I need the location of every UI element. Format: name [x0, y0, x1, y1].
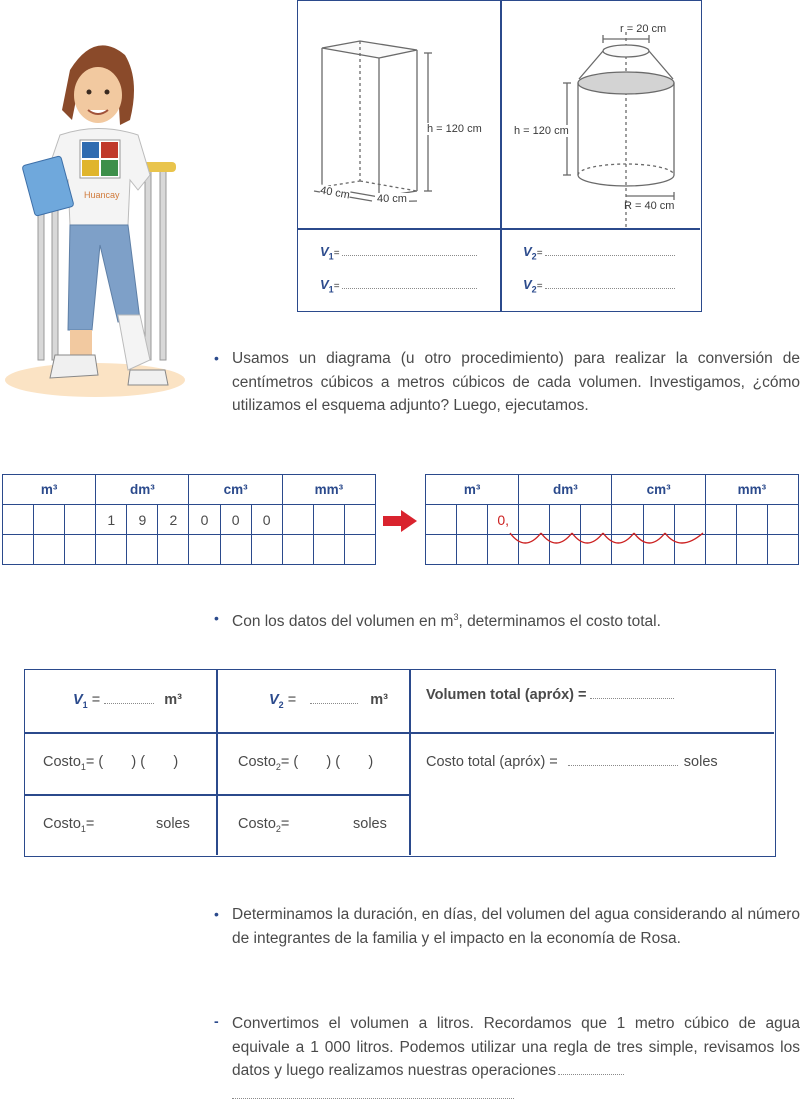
digit-cell: 2	[158, 505, 189, 535]
instruction-conversion: Usamos un diagrama (u otro procedimiento) para realizar la conversión de centímetros cúbicos a metros cúbicos de cada volumen. Investigamos, ¿cómo utilizamos el esquema adjunto? Luego, ejecutamos.	[232, 350, 800, 414]
header-dm3: dm³	[96, 475, 189, 505]
cost2-result-cell: Costo$_2$=	[238, 816, 290, 834]
cylinder-height-label: h = 120 cm	[514, 125, 569, 137]
conversion-table-left	[2, 474, 376, 565]
cost1-soles-label: soles	[156, 816, 190, 832]
instruction-liters: Convertimos el volumen a litros. Recordamos que 1 metro cúbico de agua equivale a 1 000 litros. Podemos utilizar una regla de tres simple, revisamos los datos y luego realizamos nuestras operaciones	[232, 1012, 800, 1106]
header-cm3: cm³	[189, 475, 282, 505]
prism-height-label: h = 120 cm	[427, 123, 482, 135]
instruction-duration: Determinamos la duración, en días, del volumen del agua considerando al número de integrantes de la familia y el impacto en la economía de Rosa.	[232, 906, 800, 947]
shirt-text: Huancay	[84, 190, 120, 200]
header-m3: m³	[3, 475, 96, 505]
conversion-table-right	[425, 474, 799, 565]
cost-table	[24, 669, 776, 857]
header-mm3: mm³	[282, 475, 375, 505]
prism-depth-label: 40 cm	[377, 193, 407, 205]
bullet-marker-4: -	[214, 1013, 219, 1029]
v1-line-2: $V_1=$	[320, 277, 477, 295]
converted-value-cell: 0,	[488, 505, 519, 535]
total-volume-cell: Volumen total (apróx) =	[426, 687, 674, 703]
v2-line-1: $V_2=$	[523, 244, 675, 262]
digit-cell: 1	[96, 505, 127, 535]
header-mm3: mm³	[705, 475, 798, 505]
header-cm3: cm³	[612, 475, 705, 505]
bullet-marker-2: •	[214, 610, 219, 626]
bullet-marker-3: •	[214, 906, 219, 922]
decimal-shift-arcs	[505, 525, 715, 550]
digit-cell: 0	[251, 505, 282, 535]
v1-volume-cell: $V_1 = m^3$	[73, 692, 182, 710]
v2-line-2: $V_2=$	[523, 277, 675, 295]
digit-cell: 0	[220, 505, 251, 535]
cylinder-small-radius-label: r = 20 cm	[620, 23, 667, 35]
v1-line-1: $V_1=$	[320, 244, 477, 262]
cylinder-large-radius-label: R = 40 cm	[624, 200, 675, 212]
total-cost-cell: Costo total (apróx) = soles	[426, 754, 718, 770]
v2-volume-cell: $V_2 = m^3$	[269, 692, 388, 710]
cost1-formula-cell: Costo$_1$= ( ) ( )	[43, 754, 179, 772]
volume-figures-box	[297, 0, 702, 312]
digit-cell: 9	[127, 505, 158, 535]
cost1-result-cell: Costo$_1$=	[43, 816, 95, 834]
digit-cell: 0	[189, 505, 220, 535]
cost2-formula-cell: Costo$_2$= ( ) ( )	[238, 754, 374, 772]
cylinder-frustum-diagram	[501, 1, 701, 227]
right-arrow-icon	[383, 510, 417, 532]
bullet-marker-1: •	[214, 350, 219, 366]
header-m3: m³	[426, 475, 519, 505]
girl-with-crutches-illustration	[0, 30, 200, 400]
prism-width-label: 40 cm	[319, 184, 351, 202]
instruction-cost: Con los datos del volumen en $m^3$, determinamos el costo total.	[232, 612, 661, 631]
cost2-soles-label: soles	[353, 816, 387, 832]
header-dm3: dm³	[519, 475, 612, 505]
